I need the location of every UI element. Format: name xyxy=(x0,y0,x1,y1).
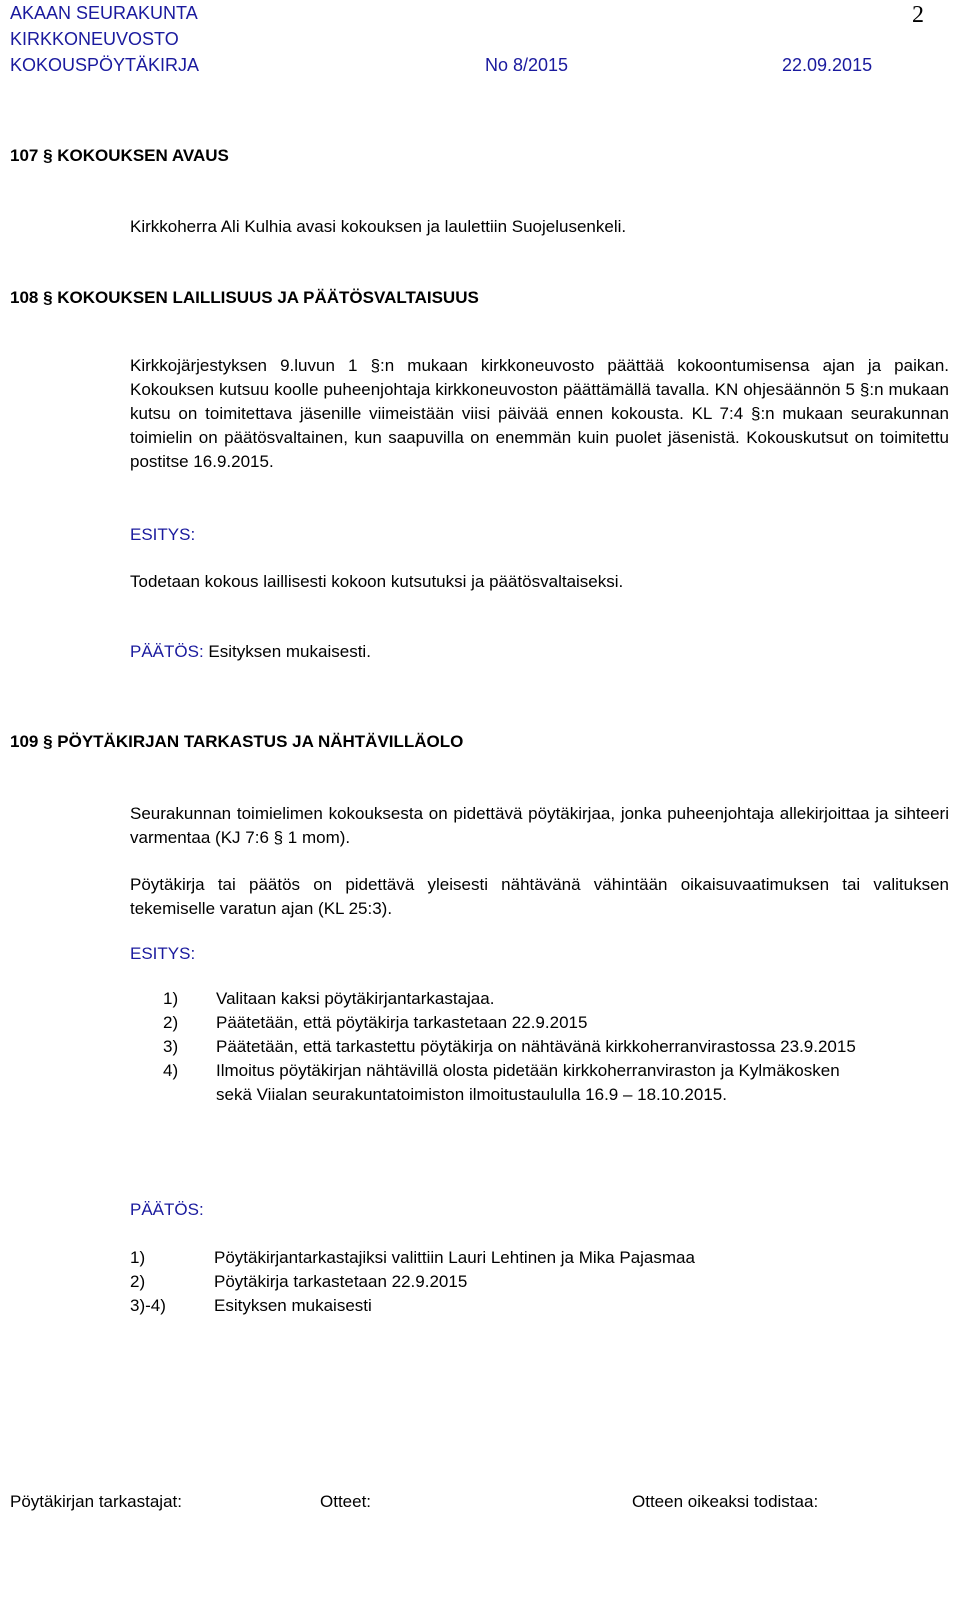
header-org: AKAAN SEURAKUNTA xyxy=(10,3,198,23)
section-108-paatos-text: Esityksen mukaisesti. xyxy=(208,642,371,661)
header-doc-type: KOKOUSPÖYTÄKIRJA xyxy=(10,55,200,75)
list-item: 3)-4) Esityksen mukaisesti xyxy=(130,1296,372,1315)
footer-tarkastajat: Pöytäkirjan tarkastajat: xyxy=(10,1492,182,1511)
list-item: 1) Pöytäkirjantarkastajiksi valittiin Lauri Lehtinen ja Mika Pajasmaa xyxy=(130,1248,695,1267)
section-108-esitys-label: ESITYS: xyxy=(130,525,196,544)
list-item: 3) Päätetään, että tarkastettu pöytäkirja on nähtävänä kirkkoherranvirastossa 23.9.2015 xyxy=(163,1037,856,1056)
list-item: 2) Päätetään, että pöytäkirja tarkastetaan 22.9.2015 xyxy=(163,1013,588,1032)
section-109-para-2: Pöytäkirja tai päätös on pidettävä yleisesti nähtävänä vähintään oikaisuvaatimuksen tai valituksen tekemiselle varatun ajan (KL 25:3). xyxy=(130,875,949,918)
section-109-esitys-label: ESITYS: xyxy=(130,944,196,963)
header-body: KIRKKONEUVOSTO xyxy=(10,29,179,49)
section-108-paatos xyxy=(130,640,949,664)
section-109-heading: 109 § PÖYTÄKIRJAN TARKASTUS JA NÄHTÄVILLÄOLO xyxy=(10,732,464,751)
header-number: No 8/2015 xyxy=(485,55,569,75)
section-108-heading: 108 § KOKOUKSEN LAILLISUUS JA PÄÄTÖSVALTAISUUS xyxy=(10,288,479,307)
section-108-text: Kirkkojärjestyksen 9.luvun 1 §:n mukaan kirkkoneuvosto päättää kokoontumisensa ajan ja paikan. Kokouksen kutsuu koolle puheenjohtaja kirkkoneuvoston päättämällä tavalla. KN ohjesäännön 5 §:n mukaan kutsu on toimitettava jäsenille viimeistään viisi päivää ennen kokousta. KL 7:4 §:n mukaan seurakunnan toimielin on päätösvaltainen, kun saapuvilla on enemmän kuin puolet jäsenistä. Kokouskutsut on toimitettu postitse 16.9.2015. xyxy=(130,356,949,471)
section-109-para-1: Seurakunnan toimielimen kokouksesta on pidettävä pöytäkirjaa, jonka puheenjohtaja allekirjoittaa ja sihteeri varmentaa (KJ 7:6 § 1 mom). xyxy=(130,804,949,847)
list-item: 4) Ilmoitus pöytäkirjan nähtävillä olosta pidetään kirkkoherranviraston ja Kylmäkosken sekä Viialan seurakuntatoimiston ilmoitustaululla 16.9 – 18.10.2015. xyxy=(163,1061,840,1104)
section-109-esitys-list xyxy=(163,987,916,1107)
footer-otteet: Otteet: xyxy=(320,1492,372,1511)
header-date: 22.09.2015 xyxy=(782,55,873,75)
page-header xyxy=(10,0,890,78)
section-108-paatos-label: PÄÄTÖS: xyxy=(130,642,204,661)
section-108-esitys-text: Todetaan kokous laillisesti kokoon kutsutuksi ja päätösvaltaiseksi. xyxy=(130,572,624,591)
section-107-text: Kirkkoherra Ali Kulhia avasi kokouksen ja laulettiin Suojelusenkeli. xyxy=(130,217,627,236)
list-item: 2) Pöytäkirja tarkastetaan 22.9.2015 xyxy=(130,1272,468,1291)
footer-oikeaksi: Otteen oikeaksi todistaa: xyxy=(632,1492,819,1511)
section-107-heading: 107 § KOKOUKSEN AVAUS xyxy=(10,146,229,165)
list-item: 1) Valitaan kaksi pöytäkirjantarkastajaa. xyxy=(163,989,495,1008)
section-109-paatos-label: PÄÄTÖS: xyxy=(130,1200,204,1219)
section-109-paatos-list xyxy=(130,1246,894,1318)
page-number: 2 xyxy=(912,2,924,28)
